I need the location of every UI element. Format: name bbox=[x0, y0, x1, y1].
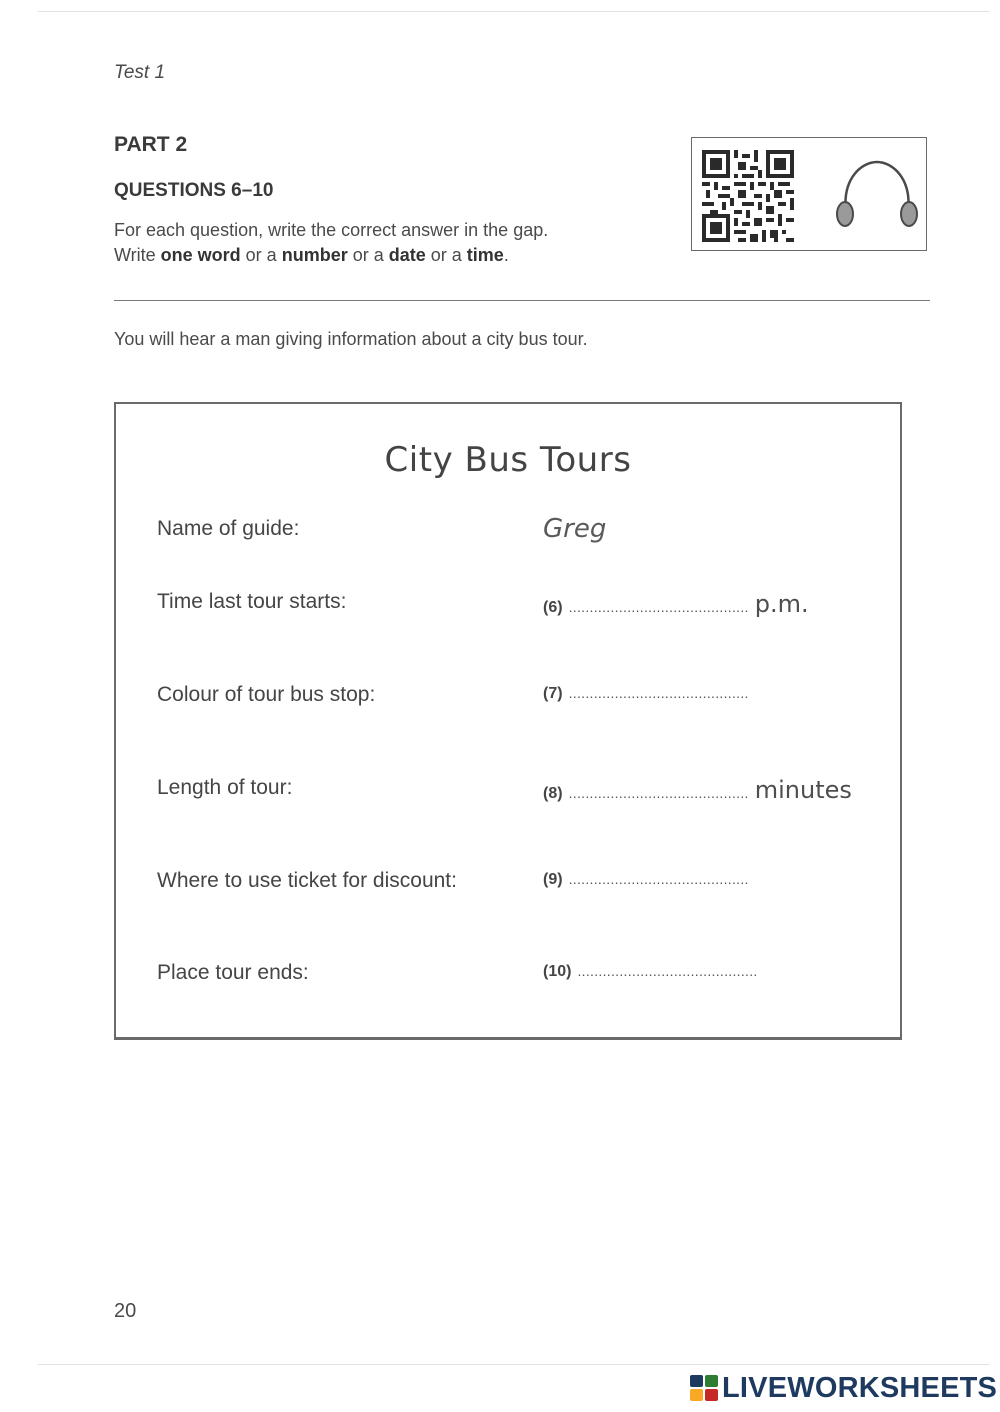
notes-form bbox=[114, 402, 902, 1040]
instruction-line-2 bbox=[114, 245, 509, 266]
answer-gap-9[interactable] bbox=[543, 869, 749, 889]
given-answer-guide: Greg bbox=[543, 514, 607, 544]
answer-gap[interactable]: ........................................... bbox=[568, 871, 749, 887]
brand-name: LIVEWORKSHEETS bbox=[722, 1371, 998, 1404]
page-number: 20 bbox=[114, 1300, 137, 1322]
instruction-text: . bbox=[503, 245, 509, 265]
answer-suffix: minutes bbox=[754, 776, 852, 804]
liveworksheets-logo-icon bbox=[690, 1375, 718, 1401]
headphones-icon[interactable] bbox=[832, 156, 922, 238]
instruction-text: Write bbox=[114, 245, 161, 265]
instruction-text: or a bbox=[240, 245, 282, 265]
bottom-rule bbox=[38, 1364, 990, 1365]
instruction-text: or a bbox=[425, 245, 467, 265]
answer-gap[interactable]: ........................................... bbox=[568, 599, 749, 615]
answer-gap[interactable]: ........................................... bbox=[568, 685, 749, 701]
instruction-emphasis: date bbox=[388, 245, 426, 265]
qr-code-icon[interactable] bbox=[702, 150, 794, 242]
instruction-text: or a bbox=[347, 245, 389, 265]
row-label-tour-ends: Place tour ends: bbox=[157, 961, 309, 984]
instruction-emphasis: number bbox=[281, 245, 348, 265]
audio-media-box bbox=[691, 137, 927, 251]
answer-gap-6[interactable] bbox=[543, 590, 809, 618]
question-number: (9) bbox=[543, 871, 563, 888]
section-divider bbox=[114, 300, 930, 301]
row-label-bus-stop: Colour of tour bus stop: bbox=[157, 683, 376, 706]
answer-gap[interactable]: ........................................... bbox=[577, 963, 758, 979]
answer-gap[interactable]: ........................................... bbox=[568, 785, 749, 801]
top-rule bbox=[38, 11, 990, 12]
question-number: (7) bbox=[543, 685, 563, 702]
liveworksheets-brand[interactable] bbox=[690, 1373, 997, 1403]
row-label-last-tour: Time last tour starts: bbox=[157, 590, 347, 613]
question-number: (8) bbox=[543, 785, 563, 802]
row-label-discount: Where to use ticket for discount: bbox=[157, 869, 457, 892]
question-number: (10) bbox=[543, 963, 572, 980]
answer-gap-7[interactable] bbox=[543, 683, 749, 703]
question-number: (6) bbox=[543, 599, 563, 616]
test-label: Test 1 bbox=[114, 62, 166, 83]
questions-title: QUESTIONS 6–10 bbox=[114, 180, 274, 201]
instruction-line-1: For each question, write the correct answer in the gap. bbox=[114, 220, 549, 240]
row-label-length: Length of tour: bbox=[157, 776, 293, 799]
row-label-guide: Name of guide: bbox=[157, 517, 300, 540]
intro-text: You will hear a man giving information about a city bus tour. bbox=[114, 329, 588, 349]
instruction-emphasis: time bbox=[466, 245, 504, 265]
instruction-emphasis: one word bbox=[160, 245, 241, 265]
answer-gap-10[interactable] bbox=[543, 961, 758, 981]
form-title: City Bus Tours bbox=[384, 440, 632, 480]
answer-suffix: p.m. bbox=[754, 590, 809, 618]
answer-gap-8[interactable] bbox=[543, 776, 852, 804]
part-title: PART 2 bbox=[114, 133, 188, 156]
